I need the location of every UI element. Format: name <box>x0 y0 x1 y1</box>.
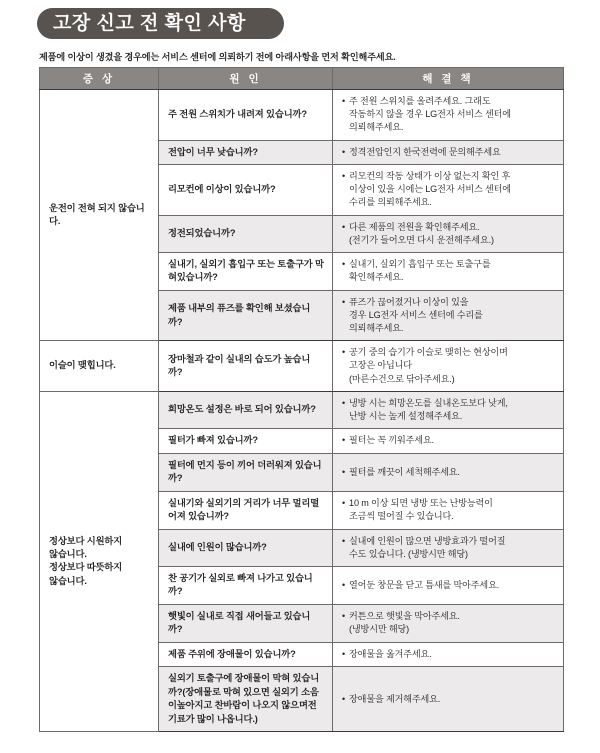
solution-line: (냉방시만 해당) <box>349 624 409 635</box>
solution-text <box>349 648 555 661</box>
solution-line: 열어둔 창문을 닫고 틈새를 막아주세요. <box>349 579 500 590</box>
solution-line: 공기 중의 습기가 이슬로 맺히는 현상이며 <box>349 347 508 358</box>
solution-line: 경우 LG전자 서비스 센터에 수리를 <box>349 309 483 320</box>
cause-cell <box>159 290 333 341</box>
solution-cell <box>333 453 564 491</box>
solution-line: (마른수건으로 닦아주세요.) <box>349 373 455 384</box>
symptom-line: 않습니다. <box>49 575 87 586</box>
solution-cell <box>333 566 564 604</box>
cause-cell <box>159 164 333 215</box>
solution-line: 필터를 깨끗이 세척해주세요. <box>349 466 460 477</box>
bullet-icon: • <box>342 611 346 622</box>
cause-line: 실내기와 실외기의 거리가 너무 멀리 <box>168 497 311 508</box>
bullet-icon: • <box>342 648 346 659</box>
solution-line: 리모컨의 작동 상태가 이상 없는지 확인 후 <box>349 170 511 181</box>
bullet-icon: • <box>342 397 346 408</box>
solution-line: 확인해주세요. <box>349 272 404 283</box>
cause-line: 실내에 인원이 많습니까? <box>168 541 267 552</box>
solution-line: (전기가 들어오면 다시 운전해주세요.) <box>349 234 494 245</box>
cause-cell <box>159 667 333 732</box>
cause-line: 실외기 토출구에 장애물이 막혀 있습니까? <box>168 673 320 697</box>
cause-line: 필터에 먼지 등이 끼어 더러워져 있습니까? <box>168 459 322 484</box>
solution-cell <box>333 341 564 392</box>
page-title-banner <box>37 8 284 39</box>
solution-line: 커튼으로 햇빛을 막아주세요. <box>349 611 460 622</box>
symptom-line: 정상보다 따뜻하지 <box>49 562 123 573</box>
cause-cell <box>159 90 333 141</box>
bullet-icon: • <box>342 221 346 232</box>
cause-line: 정전되었습니까? <box>168 227 236 238</box>
cause-line: 제품 내부의 퓨즈를 확인해 보셨습니까? <box>168 303 311 327</box>
symptom-line: 이슬이 맺힙니다. <box>49 360 116 371</box>
bullet-icon: • <box>342 296 346 307</box>
solution-text <box>349 146 555 159</box>
cause-cell <box>159 491 333 529</box>
cause-line: 리모컨에 이상이 있습니까? <box>168 184 276 194</box>
solution-text <box>349 95 555 135</box>
cause-line: 높아지고 찬바람이 나오지 않으며 <box>176 700 308 711</box>
solution-text <box>349 579 555 592</box>
solution-line: 장애물을 제거해주세요. <box>349 693 441 704</box>
solution-line: 조금씩 떨어질 수 있습니다. <box>349 511 454 522</box>
cause-cell <box>159 453 333 491</box>
symptom-cell <box>40 341 159 392</box>
cause-line: 햇빛이 실내로 직접 새어들고 있습니까? <box>168 610 311 635</box>
symptom-line: 운전이 전혀 되지 않습니다. <box>49 202 145 227</box>
cause-line: 떨어져 있습니까? <box>168 497 320 522</box>
cause-line: 있습니까? <box>176 272 218 283</box>
solution-line: 냉방 시는 희망온도를 실내온도보다 낮게, <box>349 397 508 408</box>
solution-line: 이상이 있을 시에는 LG전자 서비스 센터에 <box>349 184 511 195</box>
table-header-row <box>40 68 564 90</box>
table-row <box>40 341 564 392</box>
bullet-icon: • <box>342 579 346 590</box>
solution-cell <box>333 215 564 252</box>
symptom-cell <box>40 391 159 731</box>
solution-cell <box>333 604 564 642</box>
bullet-icon: • <box>342 170 346 181</box>
column-header-symptom: 증 상 <box>40 68 159 90</box>
troubleshooting-table-wrap <box>39 67 563 732</box>
solution-text <box>349 497 555 523</box>
solution-cell <box>333 164 564 215</box>
solution-text <box>349 535 555 561</box>
solution-cell <box>333 491 564 529</box>
cause-cell <box>159 429 333 453</box>
solution-cell <box>333 140 564 164</box>
cause-cell <box>159 215 333 252</box>
solution-cell <box>333 290 564 341</box>
solution-line: 주 전원 스위치를 올려주세요. 그래도 <box>349 96 491 106</box>
solution-line: 의뢰해주세요. <box>349 122 404 133</box>
bullet-icon: • <box>342 466 346 477</box>
solution-text <box>349 466 555 479</box>
solution-text <box>349 346 555 386</box>
bullet-icon: • <box>342 693 346 704</box>
cause-line: 전기료가 많이 나옵니다.) <box>168 700 317 724</box>
bullet-icon: • <box>342 146 346 157</box>
bullet-icon: • <box>342 96 346 106</box>
symptom-cell <box>40 90 159 341</box>
cause-line: 제품 주위에 장애물이 있습니까? <box>168 648 296 659</box>
cause-line: 장마철과 같이 실내의 습도가 높습니까? <box>168 353 311 378</box>
solution-text <box>349 434 555 447</box>
solution-line: 고장은 아닙니다 <box>349 360 412 371</box>
cause-cell <box>159 140 333 164</box>
solution-cell <box>333 391 564 428</box>
cause-cell <box>159 391 333 428</box>
cause-cell <box>159 341 333 392</box>
troubleshooting-table <box>39 67 564 732</box>
page-title: 고장 신고 전 확인 사항 <box>53 13 246 34</box>
solution-line: 의뢰해주세요. <box>349 323 404 334</box>
solution-text <box>349 397 555 423</box>
cause-line: 찬 공기가 실외로 빠져 나가고 있습니까? <box>168 572 313 597</box>
cause-line: 희망온도 설정은 바로 되어 있습니까? <box>168 404 316 415</box>
cause-line: 필터가 빠져 있습니까? <box>168 435 258 446</box>
solution-cell <box>333 252 564 290</box>
solution-text <box>349 221 555 247</box>
cause-cell <box>159 252 333 290</box>
table-row <box>40 90 564 141</box>
solution-line: 난방 시는 높게 설정해주세요. <box>349 410 463 421</box>
solution-line: 수도 있습니다. (냉방시만 해당) <box>349 548 468 559</box>
cause-cell <box>159 566 333 604</box>
solution-text <box>349 170 555 210</box>
cause-cell <box>159 642 333 666</box>
solution-line: 필터는 꼭 끼워주세요. <box>349 435 434 446</box>
solution-cell <box>333 529 564 566</box>
column-header-solution: 해 결 책 <box>333 68 564 90</box>
cause-line: 실내기, 실외기 흡입구 또는 토출구가 막혀 <box>168 258 324 283</box>
column-header-cause: 원 인 <box>159 68 333 90</box>
solution-cell <box>333 667 564 732</box>
solution-line: 실내기, 실외기 흡입구 또는 토출구를 <box>349 259 491 270</box>
solution-text <box>349 610 555 636</box>
bullet-icon: • <box>342 435 346 446</box>
bullet-icon: • <box>342 347 346 358</box>
cause-line: 전압이 너무 낮습니까? <box>168 146 258 157</box>
table-body <box>40 90 564 732</box>
bullet-icon: • <box>342 259 346 270</box>
cause-cell <box>159 529 333 566</box>
solution-cell <box>333 642 564 666</box>
symptom-line: 않습니다. <box>49 548 87 559</box>
solution-line: 다른 제품의 전원을 확인해주세요. <box>349 221 480 232</box>
table-header <box>40 68 564 90</box>
bullet-icon: • <box>342 535 346 546</box>
solution-text <box>349 258 555 284</box>
solution-cell <box>333 429 564 453</box>
solution-line: 작동하지 않을 경우 LG전자 서비스 센터에 <box>349 109 511 120</box>
bullet-icon: • <box>342 497 346 508</box>
solution-line: 수리를 의뢰해주세요. <box>349 197 432 208</box>
solution-line: 장애물을 옮겨주세요. <box>349 648 432 659</box>
solution-line: 정격전압인지 한국전력에 문의해주세요 <box>349 146 501 157</box>
cause-line: (장애물로 막혀 있으면 실외기 소음이 <box>168 686 319 711</box>
table-row <box>40 391 564 428</box>
solution-cell <box>333 90 564 141</box>
solution-line: 10 m 이상 되면 냉방 또는 난방능력이 <box>349 497 493 508</box>
symptom-line: 정상보다 시원하지 <box>49 535 123 546</box>
solution-line: 퓨즈가 끊어졌거나 이상이 있을 <box>349 296 469 307</box>
solution-text <box>349 693 555 706</box>
solution-text <box>349 296 555 336</box>
intro-text: 제품에 이상이 생겼을 경우에는 서비스 센터에 의뢰하기 전에 아래사항을 먼저 확인해주세요. <box>39 52 396 62</box>
solution-line: 실내에 인원이 많으면 냉방효과가 떨어질 <box>349 535 506 546</box>
cause-cell <box>159 604 333 642</box>
cause-line: 주 전원 스위치가 내려져 있습니까? <box>168 109 307 120</box>
